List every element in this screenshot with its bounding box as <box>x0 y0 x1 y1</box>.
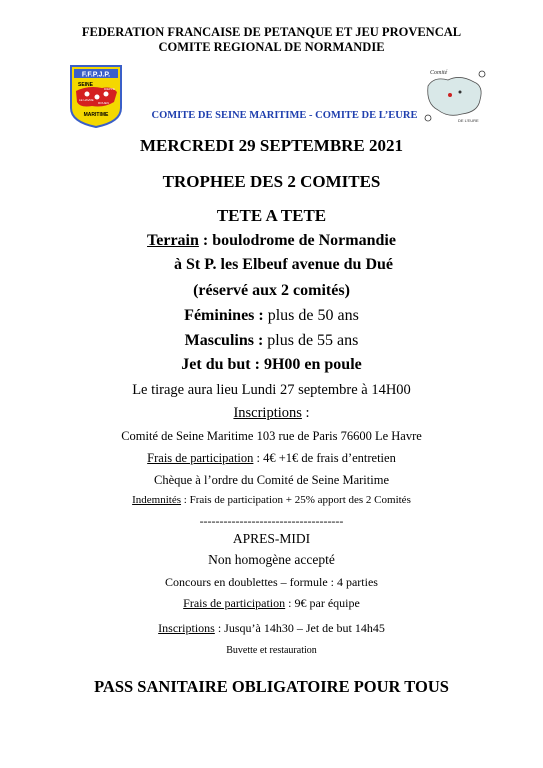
afternoon-inscriptions-line <box>0 621 543 636</box>
feminines-label: Féminines : <box>184 307 264 324</box>
afternoon-frais-value: : 9€ par équipe <box>285 596 360 610</box>
frais-line <box>0 451 543 466</box>
masculins-value: plus de 55 ans <box>263 332 359 349</box>
svg-text:DE L’EURE: DE L’EURE <box>458 118 479 123</box>
inscriptions-address: Comité de Seine Maritime 103 rue de Paris 76600 Le Havre <box>121 429 422 443</box>
feminines-line <box>0 307 543 325</box>
reserved-line: (réservé aux 2 comités) <box>193 282 350 299</box>
afternoon-concours: Concours en doublettes – formule : 4 parties <box>165 575 378 589</box>
svg-text:Comité: Comité <box>430 70 448 76</box>
separator: ------------------------------------ <box>199 514 344 528</box>
afternoon-inscriptions-label: Inscriptions <box>158 621 215 635</box>
logo-left-title: F.F.P.J.P. <box>81 71 111 79</box>
svg-text:DIEPPE: DIEPPE <box>104 87 116 91</box>
buvette-line: Buvette et restauration <box>226 645 317 656</box>
terrain-label: Terrain <box>147 232 199 249</box>
address-line: à St P. les Elbeuf avenue du Dué <box>174 256 393 273</box>
afternoon-frais-label: Frais de participation <box>183 596 286 610</box>
svg-text:MARITIME: MARITIME <box>83 112 109 118</box>
masculins-line <box>0 332 543 350</box>
committees-subtitle: COMITE DE SEINE MARITIME - COMITE DE L’EURE <box>151 110 418 121</box>
regional-committee-title: COMITE REGIONAL DE NORMANDIE <box>158 40 385 54</box>
svg-text:SEINE: SEINE <box>78 82 94 88</box>
afternoon-frais-line <box>0 596 543 611</box>
masculins-label: Masculins : <box>184 332 264 349</box>
jet-du-but-line: Jet du but : 9H00 en poule <box>181 356 362 373</box>
inscriptions-heading: Inscriptions : <box>233 405 310 421</box>
event-trophy: TROPHEE DES 2 COMITES <box>162 172 381 191</box>
event-date: MERCREDI 29 SEPTEMBRE 2021 <box>139 136 404 155</box>
feminines-value: plus de 50 ans <box>263 307 359 324</box>
afternoon-title: APRES-MIDI <box>232 531 311 546</box>
tirage-line: Le tirage aura lieu Lundi 27 septembre à 14H00 <box>132 382 411 398</box>
indemnites-label: Indemnités <box>132 494 182 506</box>
cheque-line: Chèque à l’ordre du Comité de Seine Maritime <box>153 473 389 487</box>
svg-text:LE HAVRE: LE HAVRE <box>79 98 94 102</box>
frais-value: : 4€ +1€ de frais d’entretien <box>253 451 396 465</box>
terrain-line <box>0 232 543 250</box>
inscriptions-label: Inscriptions <box>233 405 302 421</box>
federation-title: FEDERATION FRANCAISE DE PETANQUE ET JEU PROVENCAL <box>81 25 462 39</box>
afternoon-type: Non homogène accepté <box>208 552 335 567</box>
indemnites-value: : Frais de participation + 25% apport des 2 Comités <box>181 494 411 506</box>
indemnites-line <box>0 494 543 506</box>
pass-sanitaire: PASS SANITAIRE OBLIGATOIRE POUR TOUS <box>94 677 449 696</box>
svg-text:ROUEN: ROUEN <box>98 101 109 105</box>
terrain-value: : boulodrome de Normandie <box>198 232 396 249</box>
frais-label: Frais de participation <box>147 451 254 465</box>
afternoon-inscriptions-value: : Jusqu’à 14h30 – Jet de but 14h45 <box>214 621 385 635</box>
event-format: TETE A TETE <box>216 206 327 225</box>
